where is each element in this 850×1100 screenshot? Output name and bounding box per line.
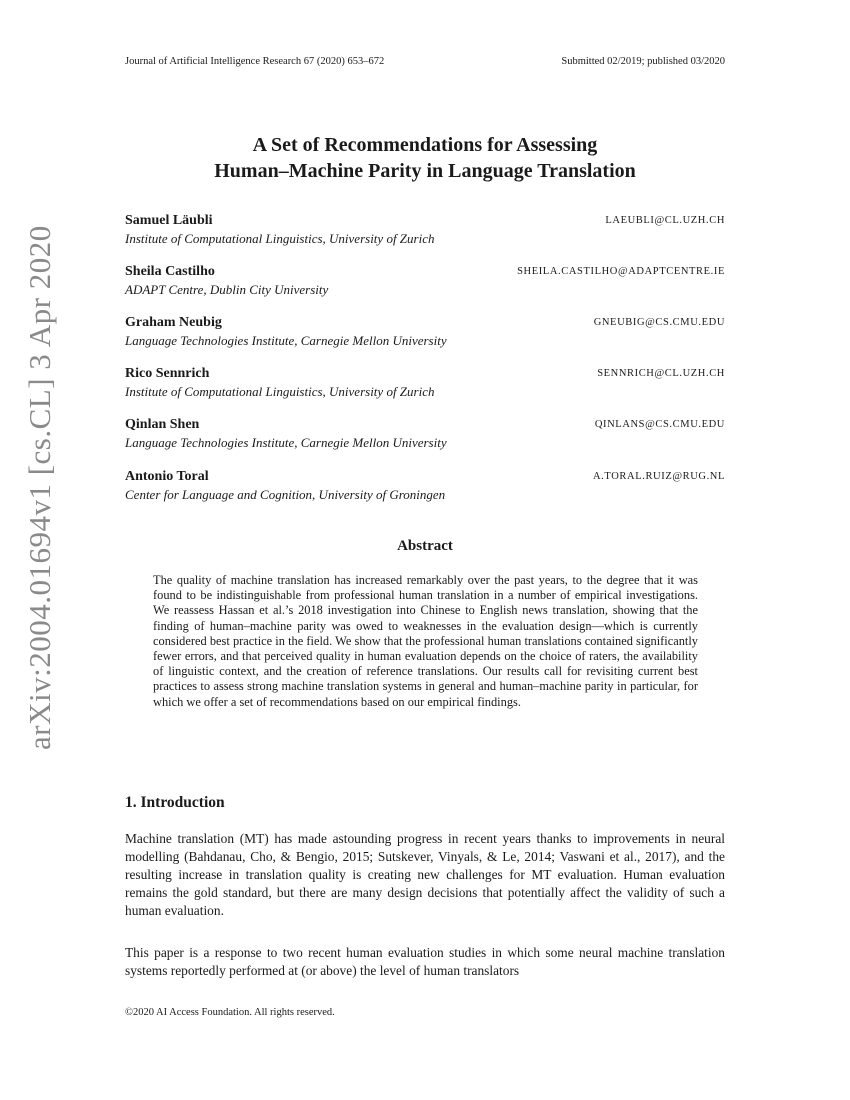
intro-paragraph-2: This paper is a response to two recent human evaluation studies in which some neural machine translation systems reportedly performed at (or above) the level of human translators (125, 945, 725, 978)
intro-paragraph-1: Machine translation (MT) has made astounding progress in recent years thanks to improvements in neural modelling (Bahdanau, Cho, & Bengio, 2015; Sutskever, Vinyals, & Le, 2014; Vaswani et al., 2017), and the resulting increase in translation quality is creating new challenges for MT evaluation. Human evaluation remains the gold standard, but there are many design decisions that potentially affect the validity of such a human evaluation. (125, 831, 725, 918)
author-email[interactable]: GNEUBIG@CS.CMU.EDU (593, 317, 725, 328)
abstract-text: The quality of machine translation has increased remarkably over the past years, to the degree that it was found to be indistinguishable from professional human translation in a number of empirical investigations. We reassess Hassan et al.’s 2018 investigation into Chinese to English news translation, showing that the finding of human–machine parity was owed to weaknesses in the evaluation design—which is currently considered best practice in the field. We show that the professional human translations contained significantly fewer errors, and that perceived quality in human evaluation depends on the choice of raters, the availability of linguistic context, and the creation of reference translations. Our results call for revisiting current best practices to assess strong machine translation systems in general and human–machine parity in particular, for which we offer a set of recommendations based on our empirical findings. (153, 573, 698, 709)
author-name: Antonio Toral (125, 469, 209, 484)
section-heading-introduction: 1. Introduction (125, 794, 225, 811)
submission-dates: Submitted 02/2019; published 03/2020 (561, 56, 725, 67)
author-name: Rico Sennrich (125, 366, 210, 381)
author-name: Graham Neubig (125, 315, 222, 330)
author-name: Sheila Castilho (125, 264, 215, 279)
author-block (125, 213, 725, 253)
author-email[interactable]: LAEUBLI@CL.UZH.CH (605, 215, 725, 226)
author-affiliation: Institute of Computational Linguistics, University of Zurich (125, 384, 435, 399)
author-affiliation: Language Technologies Institute, Carnegie Mellon University (125, 333, 447, 348)
paper-title (125, 132, 725, 184)
author-affiliation: ADAPT Centre, Dublin City University (125, 282, 329, 297)
abstract-heading: Abstract (397, 538, 453, 554)
author-email[interactable]: SENNRICH@CL.UZH.CH (597, 368, 725, 379)
author-email[interactable]: SHEILA.CASTILHO@ADAPTCENTRE.IE (517, 266, 725, 277)
arxiv-identifier[interactable]: arXiv:2004.01694v1 [cs.CL] 3 Apr 2020 (22, 225, 57, 750)
journal-header: Journal of Artificial Intelligence Research 67 (2020) 653–672 (125, 56, 385, 67)
author-email[interactable]: QINLANS@CS.CMU.EDU (594, 419, 725, 430)
author-name: Qinlan Shen (125, 417, 200, 432)
author-block (125, 315, 725, 355)
author-affiliation: Center for Language and Cognition, University of Groningen (125, 487, 446, 502)
author-email[interactable]: A.TORAL.RUIZ@RUG.NL (593, 471, 725, 482)
author-affiliation: Institute of Computational Linguistics, University of Zurich (125, 231, 435, 246)
author-block (125, 469, 725, 509)
author-block (125, 264, 725, 304)
title-line-1: A Set of Recommendations for Assessing (252, 134, 598, 156)
copyright-footnote: ©2020 AI Access Foundation. All rights reserved. (125, 1007, 335, 1018)
author-block (125, 366, 725, 406)
title-line-2: Human–Machine Parity in Language Translation (214, 160, 636, 182)
author-name: Samuel Läubli (125, 213, 213, 228)
author-affiliation: Language Technologies Institute, Carnegie Mellon University (125, 435, 447, 450)
author-block (125, 417, 725, 457)
